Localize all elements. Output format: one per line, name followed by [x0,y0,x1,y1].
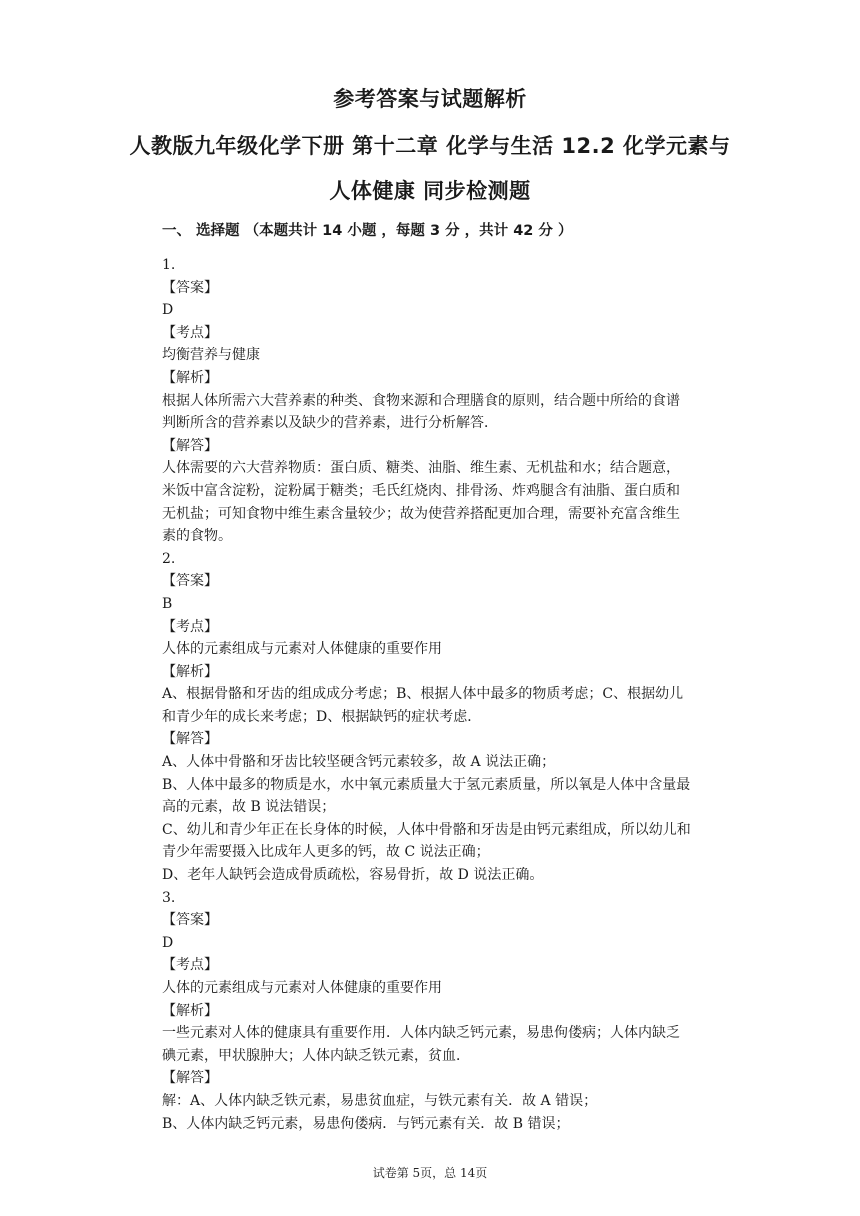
solution-text: 素的食物。 [162,528,232,545]
analysis-label: 【解析】 [162,1002,218,1019]
point-label: 【考点】 [162,324,218,341]
answer-label: 【答案】 [162,573,218,590]
solution-text: 人体需要的六大营养物质：蛋白质、糖类、油脂、维生素、无机盐和水；结合题意， [162,460,680,477]
point-label: 【考点】 [162,957,218,974]
exam-title-line1: 人教版九年级化学下册 第十二章 化学与生活 12.2 化学元素与 [129,134,731,158]
answer-label: 【答案】 [162,279,218,296]
answer-title: 参考答案与试题解析 [333,87,527,111]
question-number: 2. [162,550,176,567]
point-text: 人体的元素组成与元素对人体健康的重要作用 [162,641,442,658]
solution-text: D、老年人缺钙会造成骨质疏松，容易骨折，故 D 说法正确。 [162,867,544,884]
solution-text: 无机盐；可知食物中维生素含量较少；故为使营养搭配更加合理，需要补充富含维生 [162,505,680,522]
exam-title-line2: 人体健康 同步检测题 [329,179,531,203]
solution-label: 【解答】 [162,731,218,748]
solution-text: B、人体内缺乏钙元素，易患佝偻病．与钙元素有关．故 B 错误； [162,1115,570,1132]
question-number: 1. [162,257,176,273]
analysis-label: 【解析】 [162,369,218,386]
answer-value: B [162,595,173,612]
answer-content [162,254,742,1135]
solution-label: 【解答】 [162,437,218,454]
point-label: 【考点】 [162,618,218,635]
solution-label: 【解答】 [162,1070,218,1087]
page-footer: 试卷第 5页，总 14页 [372,1166,488,1180]
answer-value: D [162,302,174,319]
solution-text: C、幼儿和青少年正在长身体的时候，人体中骨骼和牙齿是由钙元素组成，所以幼儿和 [162,821,691,838]
analysis-text: 和青少年的成长来考虑；D、根据缺钙的症状考虑． [162,708,482,725]
point-text: 均衡营养与健康 [162,347,260,364]
solution-text: 解：A、人体内缺乏铁元素，易患贫血症，与铁元素有关．故 A 错误； [162,1092,598,1109]
solution-text: B、人体中最多的物质是水，水中氧元素质量大于氢元素质量，所以氧是人体中含量最 [162,776,691,793]
analysis-text: 碘元素，甲状腺肿大；人体内缺乏铁元素，贫血． [162,1047,470,1064]
point-text: 人体的元素组成与元素对人体健康的重要作用 [162,980,442,996]
analysis-text: 一些元素对人体的健康具有重要作用．人体内缺乏钙元素，易患佝偻病；人体内缺乏 [162,1025,680,1042]
solution-text: 高的元素，故 B 说法错误； [162,799,336,816]
solution-text: 青少年需要摄入比成年人更多的钙，故 C 说法正确； [162,844,490,861]
question-number: 3. [162,889,176,906]
section-heading: 一、 选择题 （本题共计 14 小题 ，每题 3 分 ，共计 42 分 ） [162,223,573,239]
analysis-text: 判断所含的营养素以及缺少的营养素，进行分析解答． [162,415,498,432]
answer-value: D [162,934,174,951]
analysis-text: A、根据骨骼和牙齿的组成成分考虑；B、根据人体中最多的物质考虑；C、根据幼儿 [162,686,684,703]
analysis-label: 【解析】 [162,663,218,680]
solution-text: A、人体中骨骼和牙齿比较坚硬含钙元素较多，故 A 说法正确； [162,754,556,771]
analysis-text: 根据人体所需六大营养素的种类、食物来源和合理膳食的原则，结合题中所给的食谱 [162,392,680,409]
solution-text: 米饭中富含淀粉，淀粉属于糖类；毛氏红烧肉、排骨汤、炸鸡腿含有油脂、蛋白质和 [162,482,680,499]
answer-label: 【答案】 [162,912,218,929]
